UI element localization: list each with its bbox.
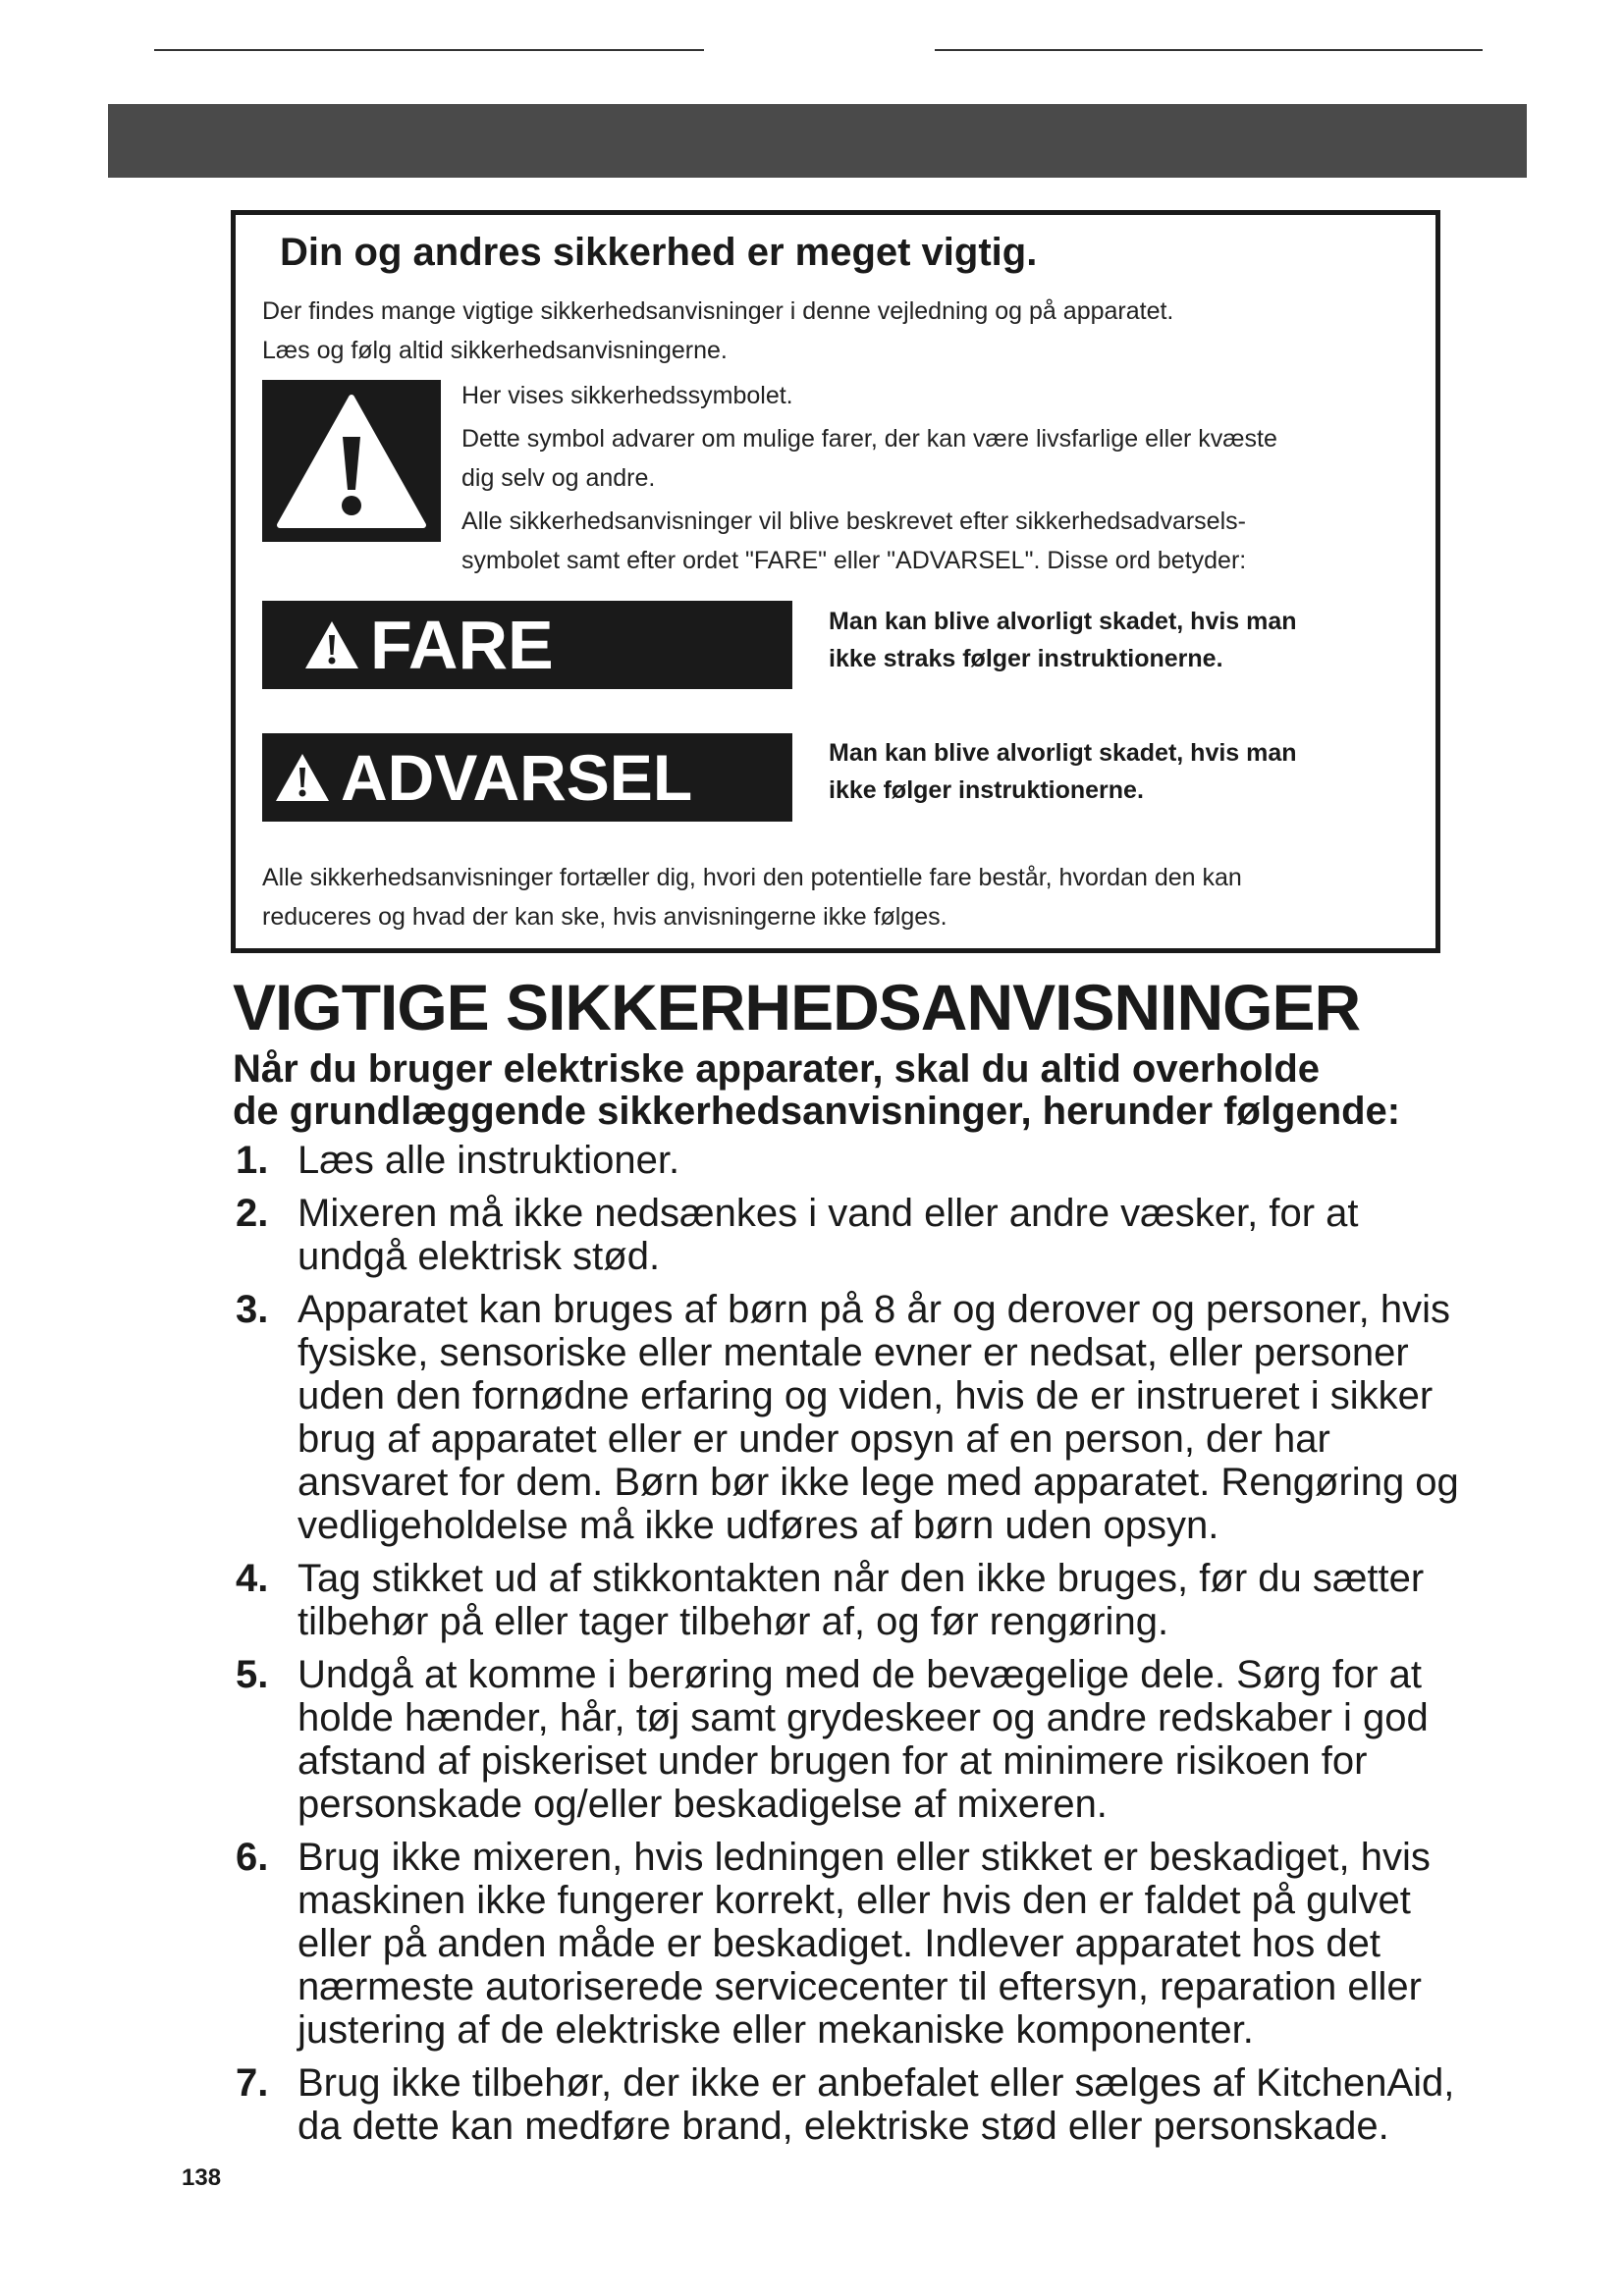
list-item — [236, 1288, 1473, 1547]
advarsel-description — [829, 734, 1297, 809]
item-text: Undgå at komme i berøring med de bevægelige dele. Sørg for at holde hænder, hår, tøj samt grydeskeer og andre redskaber i god afstand af piskeriset under brugen for at minimere risikoen for personskade og/eller beskadigelse af mixeren. — [298, 1653, 1429, 1826]
item-text: Tag stikket ud af stikkontakten når den ikke bruges, før du sætter tilbehør på eller tager tilbehør af, og før rengøring. — [298, 1557, 1425, 1643]
item-number: 3. — [236, 1288, 269, 1331]
header-bar — [108, 104, 1527, 178]
warning-triangle-icon — [272, 750, 333, 805]
safety-intro — [262, 292, 1173, 370]
warning-triangle-icon — [301, 617, 362, 672]
list-item — [236, 1192, 1473, 1278]
top-rule-right — [935, 49, 1483, 51]
item-number: 5. — [236, 1653, 269, 1696]
fare-label: FARE — [370, 607, 554, 683]
main-heading: VIGTIGE SIKKERHEDSANVISNINGER — [233, 971, 1361, 1043]
safety-box — [231, 210, 1440, 953]
outro-line: Alle sikkerhedsanvisninger fortæller dig, hvori den potentielle fare består, hvordan den kan — [262, 864, 1242, 891]
fare-description — [829, 603, 1297, 677]
symbol-text-line: Alle sikkerhedsanvisninger vil blive beskrevet efter sikkerhedsadvarsels- — [461, 507, 1246, 535]
fare-desc-line: ikke straks følger instruktionerne. — [829, 645, 1223, 672]
fare-desc-line: Man kan blive alvorligt skadet, hvis man — [829, 608, 1297, 635]
item-number: 2. — [236, 1192, 269, 1235]
top-rule-left — [154, 49, 704, 51]
item-number: 7. — [236, 2061, 269, 2105]
page-number: 138 — [182, 2164, 222, 2191]
intro-line: Der findes mange vigtige sikkerhedsanvisninger i denne vejledning og på apparatet. — [262, 297, 1174, 325]
advarsel-label: ADVARSEL — [341, 741, 693, 814]
warning-triangle-icon — [262, 380, 441, 542]
list-item — [236, 1139, 1473, 1182]
instruction-list — [236, 1139, 1473, 2158]
symbol-explanation — [461, 376, 1277, 584]
safety-title: Din og andres sikkerhed er meget vigtig. — [280, 231, 1038, 274]
outro-line: reduceres og hvad der kan ske, hvis anvisningerne ikke følges. — [262, 903, 947, 931]
sub-heading-line: Når du bruger elektriske apparater, skal du altid overholde — [233, 1047, 1321, 1091]
item-number: 1. — [236, 1139, 269, 1182]
intro-line: Læs og følg altid sikkerhedsanvisningerne. — [262, 337, 728, 364]
list-item — [236, 1653, 1473, 1826]
list-item — [236, 1836, 1473, 2052]
sub-heading-line: de grundlæggende sikkerhedsanvisninger, herunder følgende: — [233, 1090, 1401, 1133]
item-number: 4. — [236, 1557, 269, 1600]
list-item — [236, 1557, 1473, 1643]
safety-outro — [262, 858, 1242, 936]
item-text: Apparatet kan bruges af børn på 8 år og derover og personer, hvis fysiske, sensoriske eller mentale evner er nedsat, eller personer uden den fornødne erfaring og viden, hvis de er instrueret i sikker brug af apparatet eller er under opsyn af en person, der har ansvaret for dem. Børn bør ikke lege med apparatet. Rengøring og vedligeholdelse må ikke udføres af børn uden opsyn. — [298, 1288, 1459, 1547]
list-item — [236, 2061, 1473, 2148]
symbol-text-line: dig selv og andre. — [461, 464, 656, 492]
advarsel-desc-line: Man kan blive alvorligt skadet, hvis man — [829, 739, 1297, 767]
advarsel-signal-word — [262, 733, 792, 822]
symbol-text-line: Her vises sikkerhedssymbolet. — [461, 382, 793, 409]
sub-heading — [233, 1048, 1400, 1133]
advarsel-desc-line: ikke følger instruktionerne. — [829, 776, 1144, 804]
item-text: Brug ikke tilbehør, der ikke er anbefalet eller sælges af KitchenAid, da dette kan medføre brand, elektriske stød eller personskade. — [298, 2061, 1455, 2148]
fare-signal-word — [262, 601, 792, 689]
item-text: Brug ikke mixeren, hvis ledningen eller stikket er beskadiget, hvis maskinen ikke fungerer korrekt, eller hvis den er faldet på gulvet eller på anden måde er beskadiget. Indlever apparatet hos det nærmeste autoriserede servicecenter til eftersyn, reparation eller justering af de elektriske eller mekaniske komponenter. — [298, 1836, 1431, 2052]
symbol-text-line: Dette symbol advarer om mulige farer, der kan være livsfarlige eller kvæste — [461, 425, 1277, 453]
symbol-text-line: symbolet samt efter ordet "FARE" eller "ADVARSEL". Disse ord betyder: — [461, 547, 1247, 574]
item-number: 6. — [236, 1836, 269, 1879]
item-text: Læs alle instruktioner. — [298, 1139, 680, 1182]
item-text: Mixeren må ikke nedsænkes i vand eller andre væsker, for at undgå elektrisk stød. — [298, 1192, 1359, 1278]
